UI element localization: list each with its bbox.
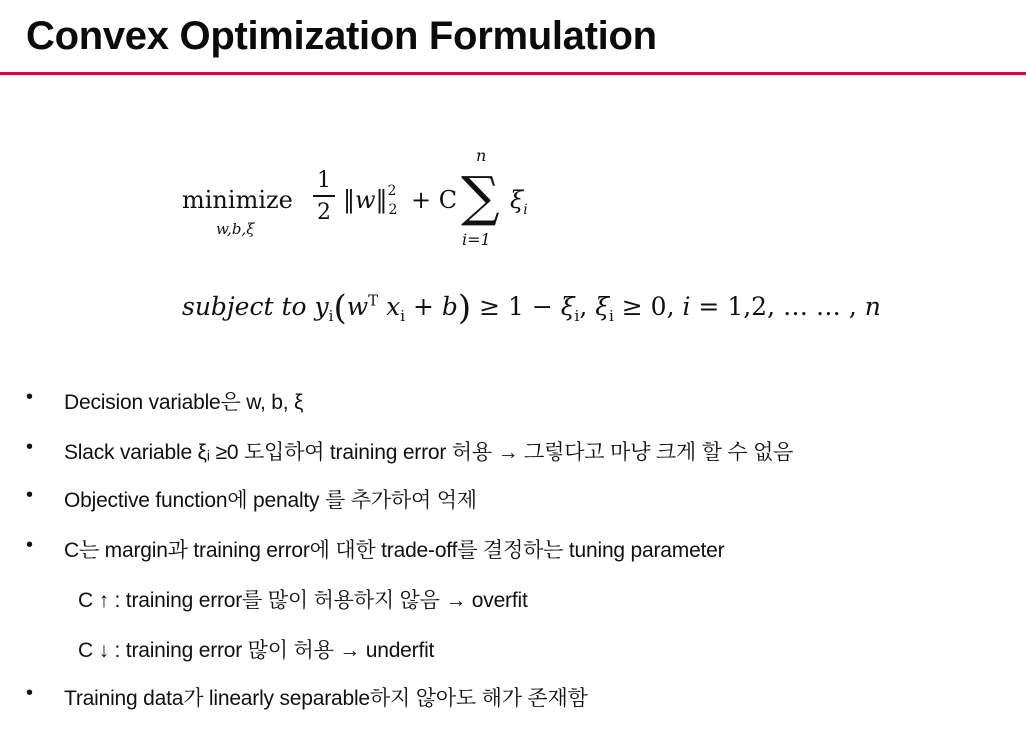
title-divider [0,72,1026,75]
slack-term [510,186,528,218]
half-fraction [313,168,335,226]
sum-upper-limit: n [476,146,487,165]
slide-title: Convex Optimization Formulation [26,14,657,58]
norm-body: ‖w‖ [343,186,388,214]
slack-symbol: ξ [510,186,524,214]
constraint-body: $y_i(w^T$ $x_i + b) \ge 1 - \xi_i$, $\xi_i \ge 0$, i = 1,2, … … , n [314,288,881,328]
list-item-text: Objective function에 penalty 를 추가하여 억제 [64,489,477,512]
list-item-text: C ↓ : training error 많이 허용 → underfit [78,639,435,662]
fraction-bar [313,195,335,197]
list-item-text: C ↑ : training error를 많이 허용하지 않음 → overfit [78,589,528,612]
constraint-equation [182,288,881,328]
list-item-text: Slack variable ξᵢ ≥0 도입하여 training error 허용 → 그렇다고 마냥 크게 할 수 없음 [64,441,794,464]
bullet-dot: • [26,534,33,556]
list-item-text: C는 margin과 training error에 대한 trade-off를 결정하는 tuning parameter [64,539,725,562]
slack-index: i [523,201,528,218]
weight-norm [343,183,458,218]
bullet-dot: • [26,484,33,506]
minimize-subscript: w,b,ξ [216,220,255,238]
minimize-word: minimize [182,186,293,214]
sum-lower-limit: i=1 [462,230,491,249]
fraction-denominator: 2 [317,200,331,225]
fraction-numerator: 1 [317,168,331,193]
objective-equation [180,146,640,260]
norm-index: 2 [388,201,398,218]
bullet-dot: • [26,386,33,408]
constraint-prefix: subject to [182,292,307,321]
plus-c-term: + C [411,186,458,214]
list-item-text: Training data가 linearly separable하지 않아도 해가 존재함 [64,687,588,710]
bullet-dot: • [26,436,33,458]
list-item-text: Decision variable은 w, b, ξ [64,391,304,414]
summation-symbol: ∑ [461,165,500,228]
bullet-dot: • [26,682,33,704]
norm-power: 2 [387,183,397,199]
